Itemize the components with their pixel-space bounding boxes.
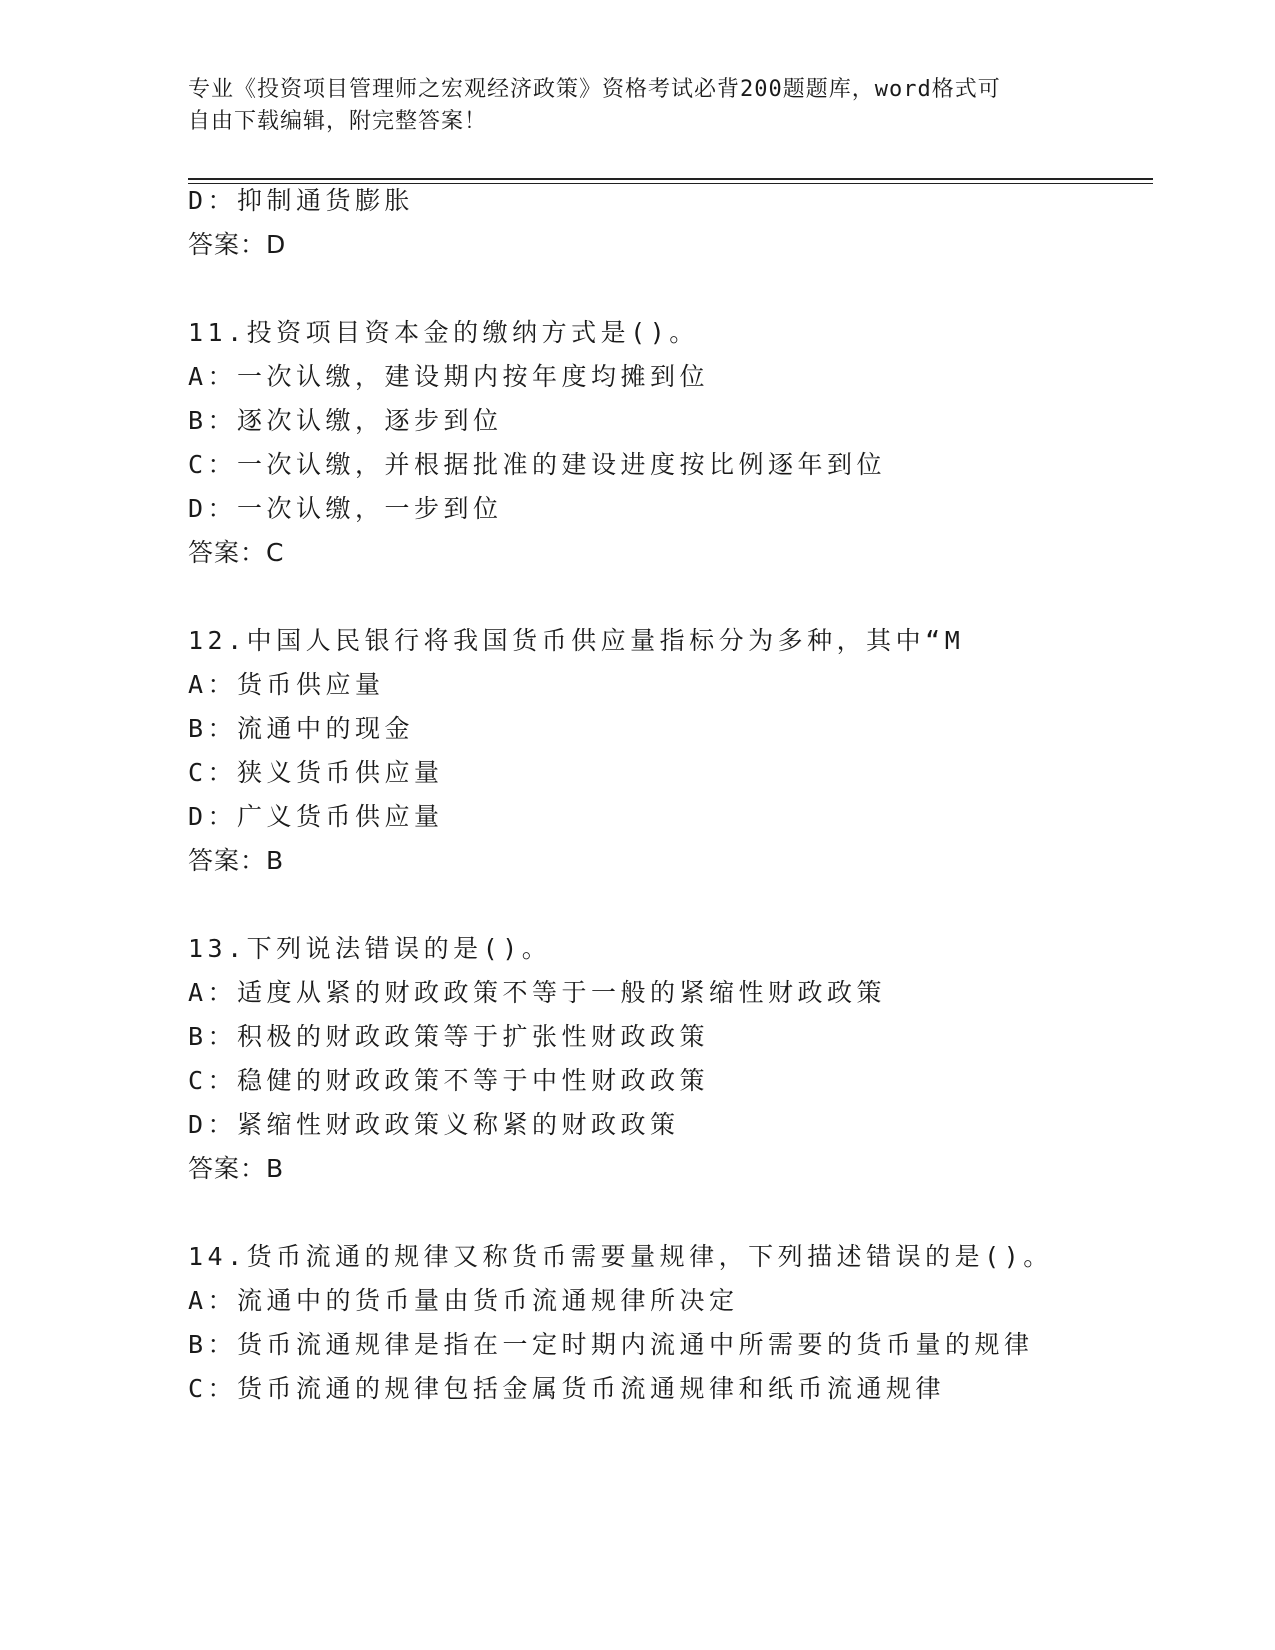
q13-answer: 答案：B: [188, 1154, 285, 1183]
q14-question: 14.货币流通的规律又称货币需要量规律，下列描述错误的是()。: [188, 1242, 1053, 1271]
q11-question: 11.投资项目资本金的缴纳方式是()。: [188, 318, 699, 347]
page-header: [188, 74, 1068, 138]
q11-option-d: D：一次认缴，一步到位: [188, 494, 503, 523]
q12-answer: 答案：B: [188, 846, 285, 875]
q11-option-a: A：一次认缴，建设期内按年度均摊到位: [188, 362, 710, 391]
prev-answer: 答案：D: [188, 230, 287, 259]
header-title-line-1: 专业《投资项目管理师之宏观经济政策》资格考试必背200题题库，word格式可: [188, 77, 1001, 102]
q12-option-c: C：狭义货币供应量: [188, 758, 444, 787]
header-title-line-2: 自由下载编辑，附完整答案！: [188, 109, 488, 134]
q12-option-d: D：广义货币供应量: [188, 802, 444, 831]
q11-answer: 答案：C: [188, 538, 285, 567]
q13-option-d: D：紧缩性财政政策义称紧的财政政策: [188, 1110, 680, 1139]
q12-option-b: B：流通中的现金: [188, 714, 415, 743]
q13-option-a: A：适度从紧的财政政策不等于一般的紧缩性财政政策: [188, 978, 887, 1007]
q13-question: 13.下列说法错误的是()。: [188, 934, 552, 963]
q11-option-b: B：逐次认缴，逐步到位: [188, 406, 503, 435]
q13-option-c: C：稳健的财政政策不等于中性财政政策: [188, 1066, 710, 1095]
prev-option-d: D：抑制通货膨胀: [188, 186, 415, 215]
q12-option-a: A：货币供应量: [188, 670, 385, 699]
q11-option-c: C：一次认缴，并根据批准的建设进度按比例逐年到位: [188, 450, 887, 479]
header-divider-thick: [188, 178, 1153, 180]
q14-option-b: B：货币流通规律是指在一定时期内流通中所需要的货币量的规律: [188, 1330, 1034, 1359]
q14-option-a: A：流通中的货币量由货币流通规律所决定: [188, 1286, 739, 1315]
q14-option-c: C：货币流通的规律包括金属货币流通规律和纸币流通规律: [188, 1374, 946, 1403]
q13-option-b: B：积极的财政政策等于扩张性财政政策: [188, 1022, 710, 1051]
q12-question: 12.中国人民银行将我国货币供应量指标分为多种，其中“M: [188, 626, 965, 655]
